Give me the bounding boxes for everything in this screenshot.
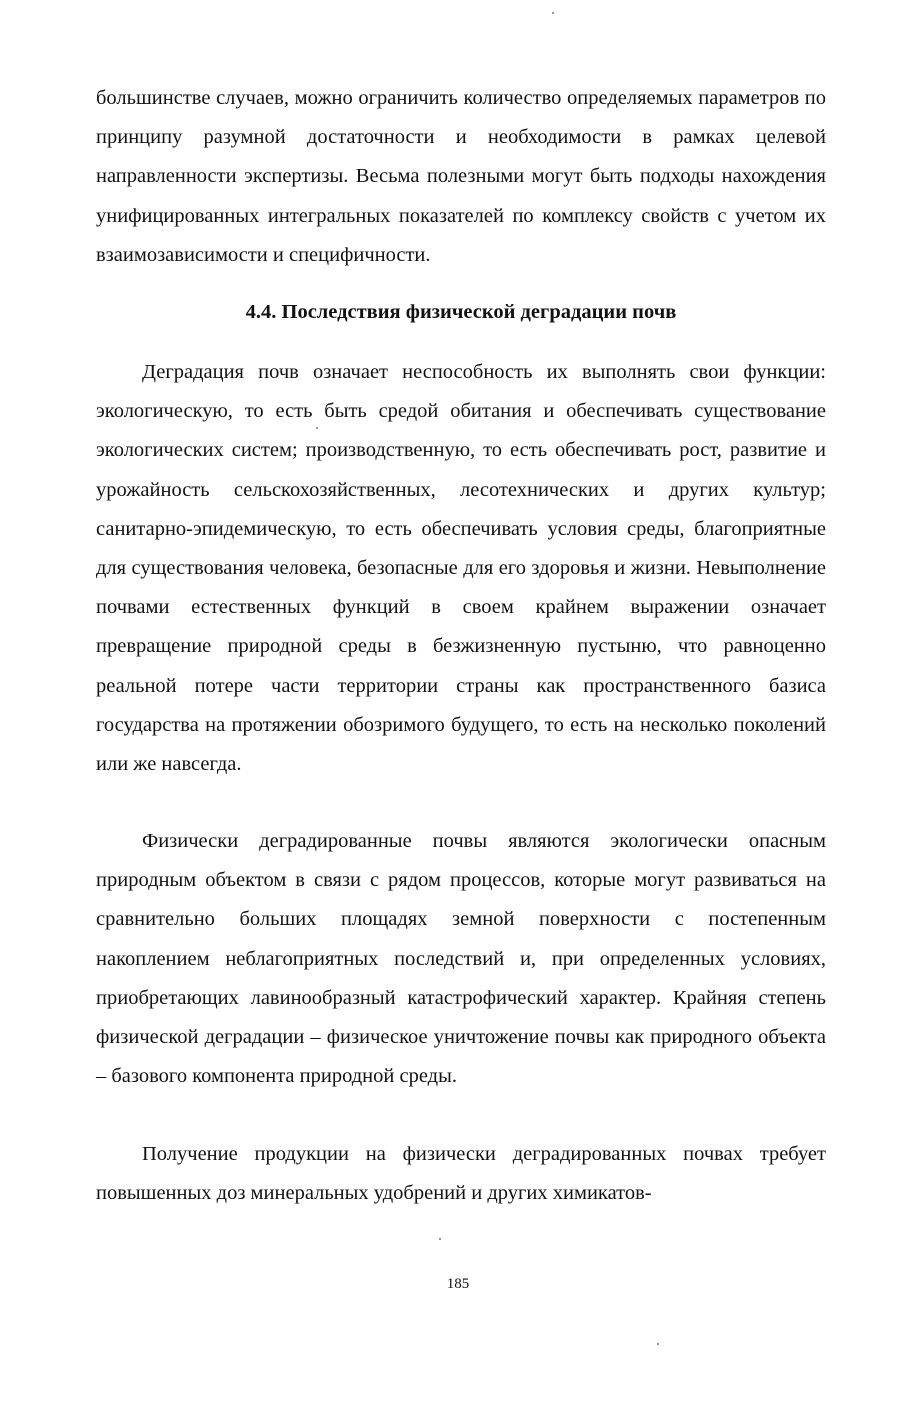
intro-paragraph: большинстве случаев, можно ограничить количество определяемых параметров по принципу разумной достаточности и необходимости в рамках целевой направленности экспертизы. Весьма полезными могут быть подходы нахождения унифицированных интегральных показателей по комплексу свойств с учетом их взаимозависимости и специфичности. (96, 87, 826, 266)
section-heading: 4.4. Последствия физической деградации почв (245, 301, 677, 323)
scan-speck (657, 1343, 659, 1345)
paragraph-degradation-definition: Деградация почв означает неспособность их выполнять свои функции: экологическую, то есть быть средой обитания и обеспечивать существование экологических систем; производственную, то есть обеспечивать рост, развитие и урожайность сельскохозяйственных, лесотехнических и других культур; санитарно-эпидемическую, то есть обеспечивать условия среды, благоприятные для существования человека, безопасные для его здоровья и жизни. Невыполнение почвами естественных функций в своем крайнем выражении означает превращение природной среды в безжизненную пустыню, что равноценно реальной потере части территории страны как пространственного базиса государства на протяжении обозримого будущего, то есть на несколько поколений или же навсегда. (96, 361, 826, 776)
page-number: 185 (446, 1276, 470, 1292)
paragraph-physical-degradation: Физически деградированные почвы являются экологически опасным природным объектом в связи с рядом процессов, которые могут развиваться на сравнительно больших площадях земной поверхности с постепенным накоплением неблагоприятных последствий и, при определенных условиях, приобретающих лавинообразный катастрофический характер. Крайняя степень физической деградации – физическое уничтожение почвы как природного объекта – базового компонента природной среды. (96, 830, 826, 1088)
scan-speck (439, 1238, 441, 1240)
paragraph-production: Получение продукции на физически деградированных почвах требует повышенных доз минеральных удобрений и других химикатов- (96, 1143, 826, 1205)
scan-speck (552, 12, 554, 14)
scan-speck (316, 427, 318, 429)
